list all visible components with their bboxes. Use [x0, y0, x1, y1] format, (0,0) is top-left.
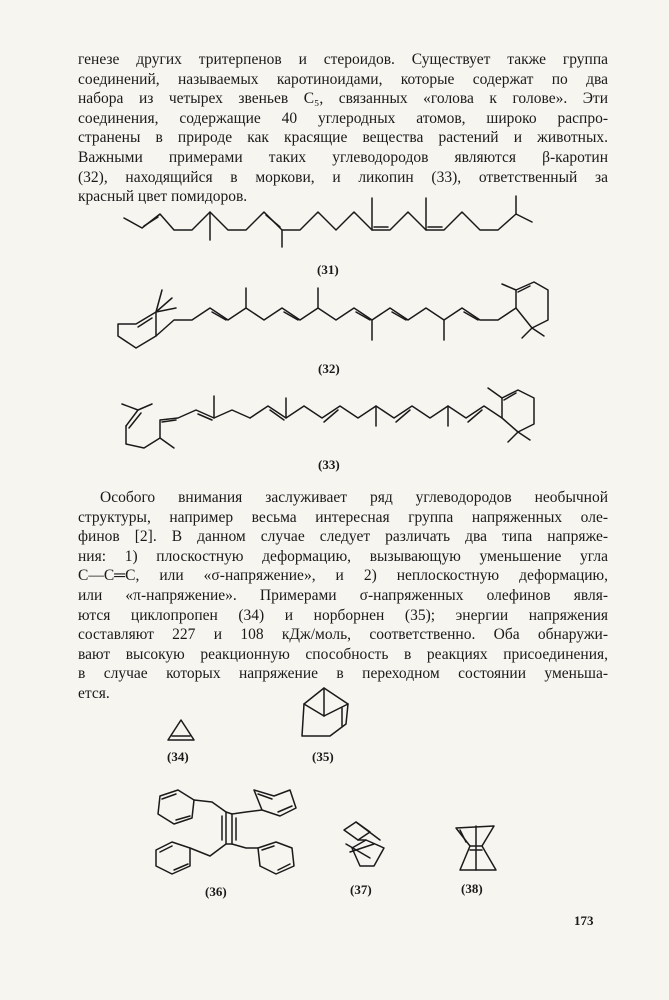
- label-34: (34): [167, 749, 189, 764]
- text-line: соединений, называемых каротиноидами, которые содержат по два: [78, 70, 608, 88]
- structure-34: [166, 718, 196, 742]
- label-38: (38): [461, 881, 483, 896]
- text-line: Важными примерами таких углеводородов являются β-каротин: [78, 148, 608, 166]
- structure-38: [452, 822, 502, 874]
- text-line: красный цвет помидоров.: [78, 188, 248, 206]
- text-line: ются циклопропен (34) и норборнен (35); энергии напряжения: [78, 606, 608, 624]
- paragraph-strained-olefins: [78, 488, 608, 704]
- text-line: или «π-напряжение». Примерами σ-напряженных олефинов явля-: [78, 586, 608, 604]
- label-32: (32): [318, 361, 340, 376]
- label-37: (37): [350, 882, 372, 897]
- paragraph-carotenoids: [78, 50, 608, 207]
- structure-33: [118, 378, 548, 458]
- text-line: в случае которых напряжение в переходном состоянии уменьша-: [78, 665, 608, 683]
- label-36: (36): [205, 884, 227, 899]
- label-33: (33): [318, 457, 340, 472]
- structure-32: [118, 280, 548, 360]
- text-line: составляют 227 и 108 кДж/моль, соответственно. Оба обнаружи-: [78, 626, 608, 644]
- text-line: соединения, содержащие 40 углеродных атомов, широко распро-: [78, 109, 608, 127]
- text-line: структуры, например весьма интересная группа напряженных оле-: [78, 508, 608, 526]
- text-line: (32), находящийся в моркови, и ликопин (33), ответственный за: [78, 168, 608, 186]
- structure-36: [150, 786, 300, 876]
- text-line: ния: 1) плоскостную деформацию, вызывающую уменьшение угла: [78, 547, 608, 565]
- text-line: странены в природе как красящие вещества растений и животных.: [78, 129, 608, 147]
- structure-37: [340, 818, 390, 870]
- text-line: набора из четырех звеньев C₅, связанных «голова к голове». Эти: [78, 90, 608, 108]
- label-35: (35): [312, 749, 334, 764]
- text-line: Особого внимания заслуживает ряд углеводородов необычной: [100, 489, 608, 506]
- label-31: (31): [317, 262, 339, 277]
- structure-35: [296, 686, 356, 742]
- text-line: финов [2]. В данном случае следует различать два типа напряже-: [78, 528, 608, 546]
- structure-31: [118, 190, 538, 250]
- page-number: 173: [574, 913, 594, 928]
- text-line: вают высокую реакционную способность в реакциях присоединения,: [78, 645, 608, 663]
- text-line: ется.: [78, 684, 110, 702]
- text-line: C—C═C, или «σ-напряжение», и 2) неплоскостную деформацию,: [78, 567, 608, 585]
- text-line: генезе других тритерпенов и стероидов. Существует также группа: [78, 51, 608, 68]
